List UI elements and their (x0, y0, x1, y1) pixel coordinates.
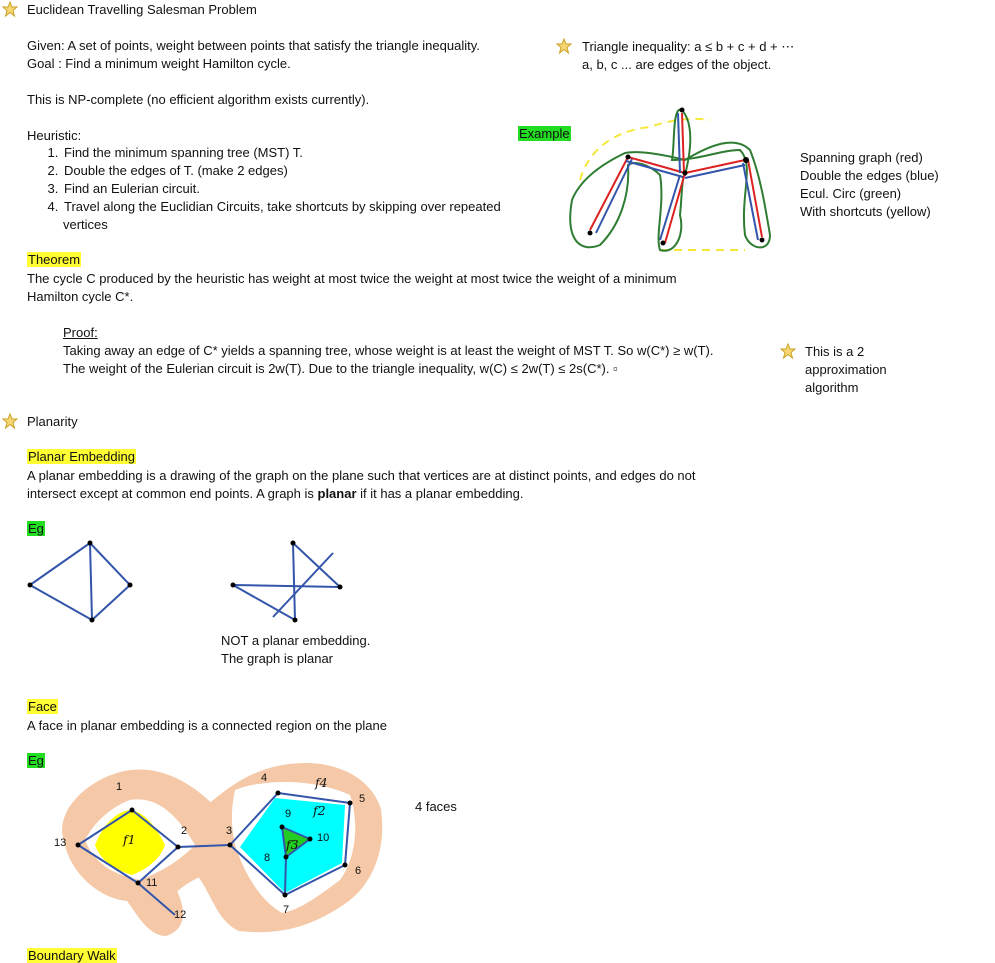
face-definition: A face in planar embedding is a connected region on the plane (27, 718, 387, 733)
triangle-inequality-note: a, b, c ... are edges of the object. (582, 57, 772, 72)
star-icon (2, 413, 18, 429)
face-label-f1: f1 (123, 832, 136, 847)
approx-note-1: This is a 2 (805, 344, 865, 359)
example-label: Example (519, 126, 570, 141)
legend-green: Ecul. Circ (green) (800, 186, 902, 201)
eg-label: Eg (28, 753, 44, 768)
vertex-label: 7 (283, 904, 290, 916)
faces-diagram (50, 765, 390, 940)
legend-blue: Double the edges (blue) (800, 168, 939, 183)
planar-graph-diagram (25, 535, 145, 630)
star-icon (2, 1, 18, 17)
heuristic-steps (32, 144, 501, 216)
vertex-label: 10 (317, 832, 330, 844)
goal-text: Goal : Find a minimum weight Hamilton cycle. (27, 56, 291, 71)
given-text: Given: A set of points, weight between points that satisfy the triangle inequality. (27, 38, 480, 53)
face-label-f3: f3 (286, 837, 299, 852)
face-label-f4: f4 (315, 775, 328, 790)
planar-definition-line1: A planar embedding is a drawing of the graph on the plane such that vertices are at distinct points, and edges do not (27, 468, 696, 483)
eg-label: Eg (28, 521, 44, 536)
planar-def-text: intersect except at common end points. A graph is (27, 486, 318, 501)
not-planar-note-1: NOT a planar embedding. (221, 633, 371, 648)
planar-bold-term: planar (317, 486, 357, 501)
section-title: Planarity (27, 414, 78, 429)
vertex-label: 3 (226, 825, 233, 837)
section-title: Euclidean Travelling Salesman Problem (27, 2, 257, 17)
step-item: 2. Double the edges of T. (make 2 edges) (62, 162, 501, 180)
planar-embedding-label: Planar Embedding (28, 449, 135, 464)
face-label: Face (28, 699, 57, 714)
vertex-label: 9 (285, 808, 292, 820)
approx-note-2: approximation (805, 362, 887, 377)
tsp-example-diagram (560, 105, 790, 255)
step-item-continued: vertices (63, 217, 108, 232)
proof-label: Proof: (63, 325, 98, 340)
face-label-f2: f2 (313, 803, 326, 818)
planar-def-text: if it has a planar embedding. (356, 486, 524, 501)
step-item: 3. Find an Eulerian circuit. (62, 180, 501, 198)
vertex-label: 12 (174, 909, 187, 921)
vertex-label: 2 (181, 825, 188, 837)
vertex-label: 13 (54, 837, 67, 849)
boundary-walk-label: Boundary Walk (28, 948, 116, 963)
star-icon (780, 343, 796, 359)
not-planar-note-2: The graph is planar (221, 651, 334, 666)
legend-yellow: With shortcuts (yellow) (800, 204, 931, 219)
vertex-label: 4 (261, 772, 268, 784)
theorem-label: Theorem (28, 252, 81, 267)
np-text: This is NP-complete (no efficient algorithm exists currently). (27, 92, 370, 107)
vertex-label: 6 (355, 865, 362, 877)
heuristic-label: Heuristic: (27, 128, 82, 143)
non-planar-embedding-diagram (228, 535, 353, 630)
vertex-label: 1 (116, 781, 123, 793)
vertex-label: 8 (264, 852, 271, 864)
triangle-inequality: Triangle inequality: a ≤ b + c + d + ⋯ (582, 39, 795, 54)
proof-line1: Taking away an edge of C* yields a spanning tree, whose weight is at least the weight of MST T. So w(C*) ≥ w(T). (63, 343, 714, 358)
legend-red: Spanning graph (red) (800, 150, 923, 165)
vertex-label: 11 (146, 877, 158, 889)
theorem-line2: Hamilton cycle C*. (27, 289, 134, 304)
star-icon (556, 38, 572, 54)
faces-count: 4 faces (415, 799, 457, 814)
step-item: 1. Find the minimum spanning tree (MST) T. (62, 144, 501, 162)
approx-note-3: algorithm (805, 380, 859, 395)
theorem-line1: The cycle C produced by the heuristic has weight at most twice the weight at most twice the weight of a minimum (27, 271, 677, 286)
proof-line2: The weight of the Eulerian circuit is 2w(T). Due to the triangle inequality, w(C) ≤ 2w(T) ≤ 2s(C*). ▫ (63, 361, 618, 376)
step-item: 4. Travel along the Euclidian Circuits, take shortcuts by skipping over repeated (62, 198, 501, 216)
vertex-label: 5 (359, 793, 366, 805)
planar-definition-line2 (27, 485, 523, 503)
